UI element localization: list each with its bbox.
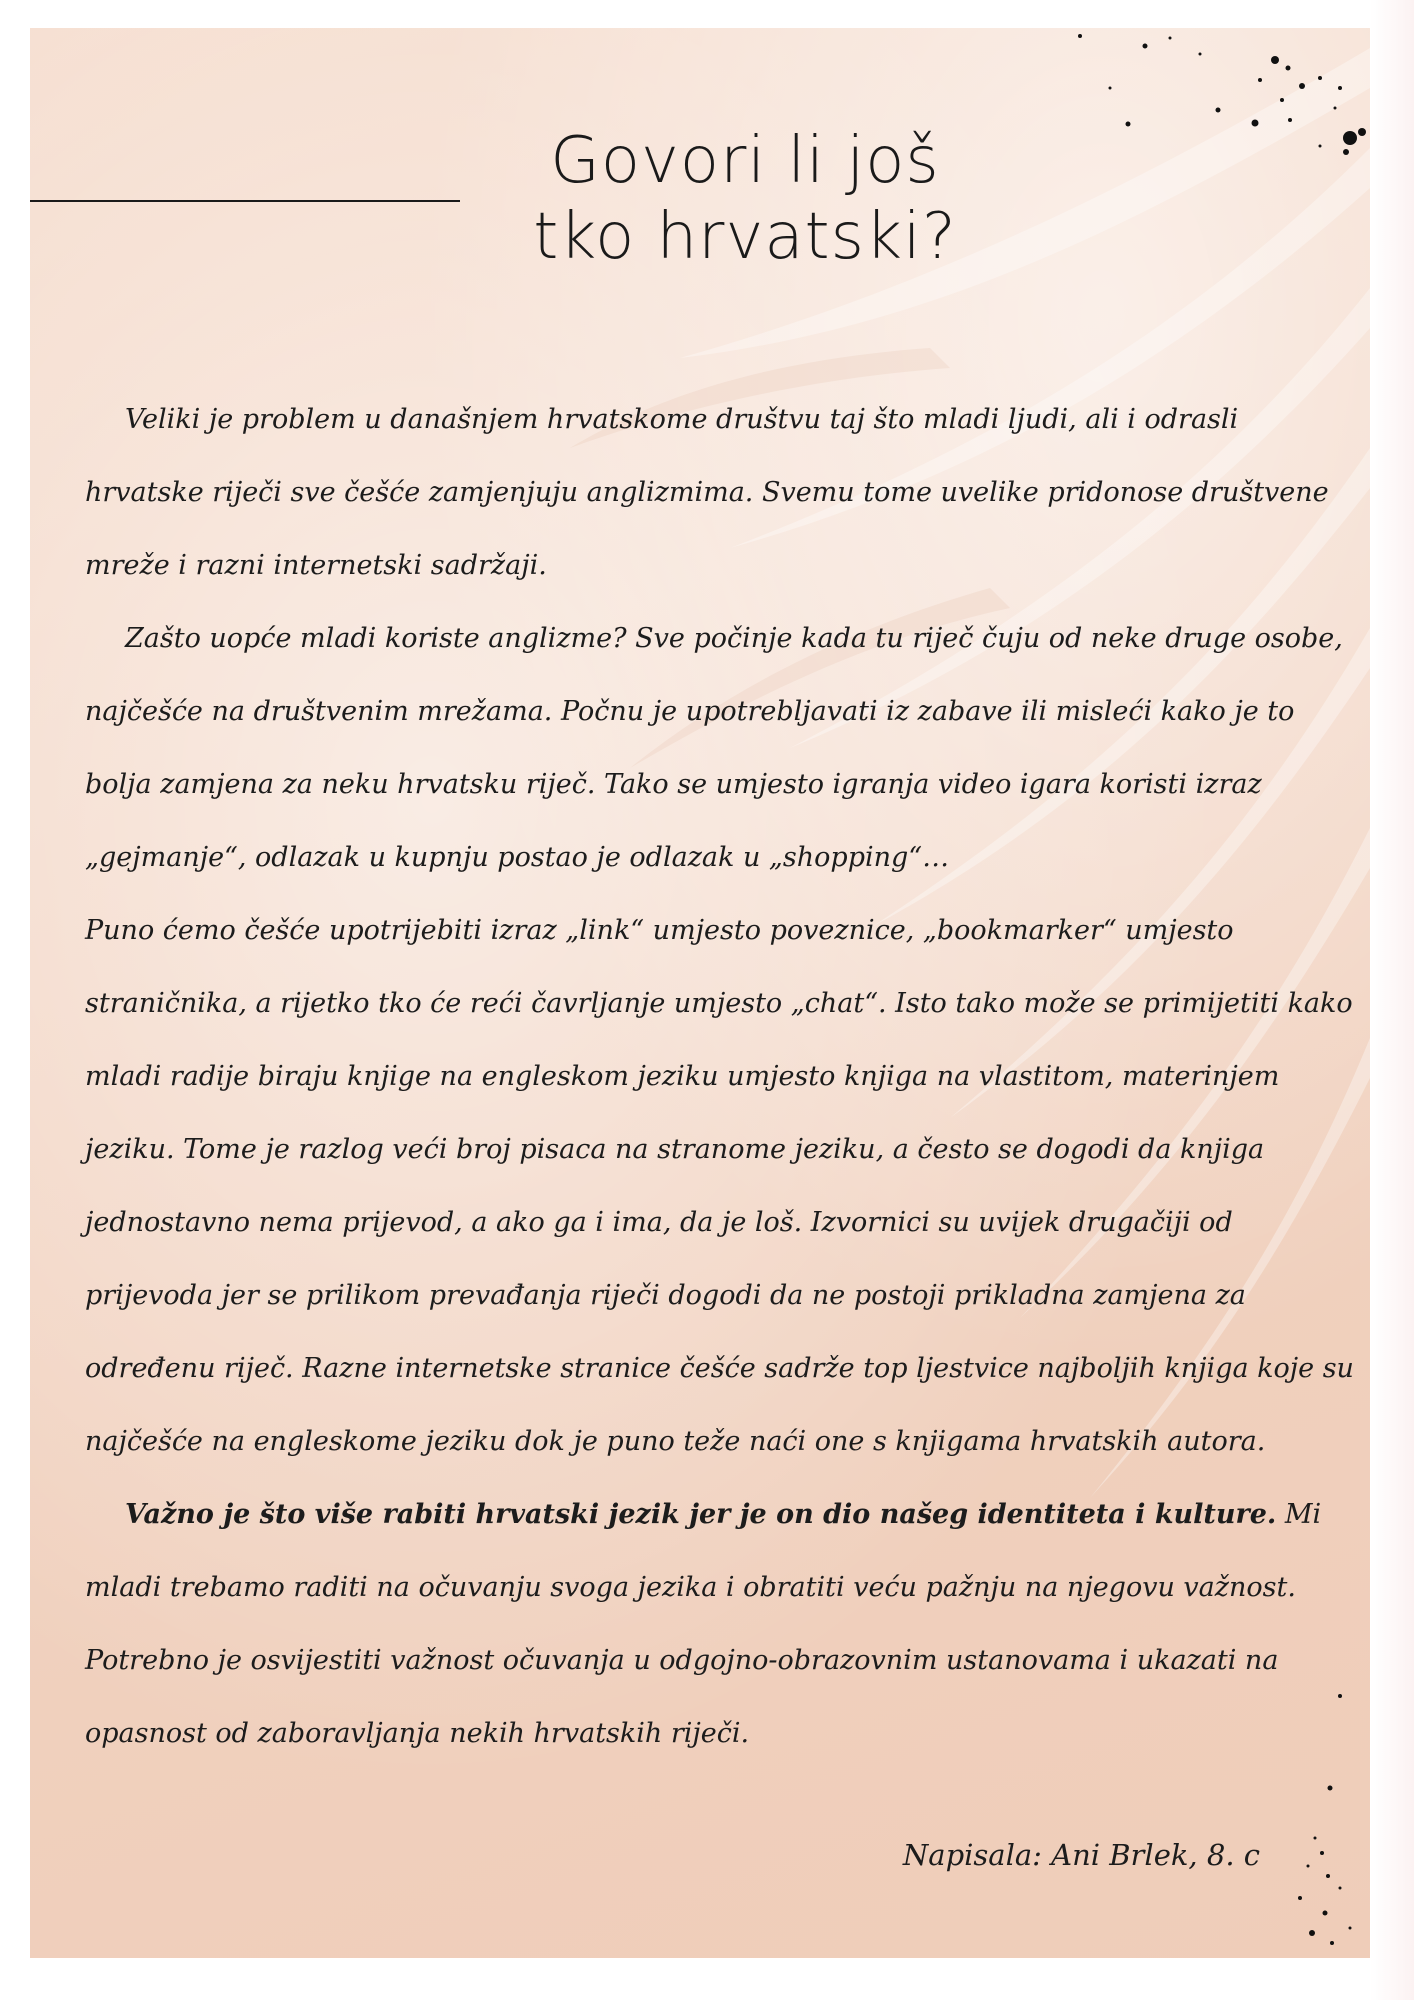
article-body — [85, 383, 1355, 1770]
page-margin-right — [1370, 0, 1414, 2000]
title-line-1: Govori li još — [550, 124, 940, 198]
title-line-2: tko hrvatski? — [533, 200, 957, 274]
ink-splatter-top-right — [1050, 28, 1370, 168]
author-signature: Napisala: Ani Brlek, 8. c — [902, 1838, 1260, 1872]
paragraph-4 — [85, 1478, 1355, 1770]
paragraph-4-rest: Mi mladi trebamo raditi na očuvanju svoga jezika i obratiti veću pažnju na njegovu važnost. Potrebno je osvijestiti važnost očuvanja u odgojno-obrazovnim ustanovama i ukazati na opasnost od zaboravljanja nekih hrvatskih riječi. — [85, 1499, 1322, 1749]
title-rule — [30, 200, 460, 202]
article-title — [485, 123, 1005, 275]
paragraph-1: Veliki je problem u današnjem hrvatskome društvu taj što mladi ljudi, ali i odrasli hrvatske riječi sve češće zamjenjuju anglizmima. Svemu tome uvelike pridonose društvene mreže i razni internetski sadržaji. — [85, 404, 1329, 581]
paragraph-3: Puno ćemo češće upotrijebiti izraz „link“ umjesto poveznice, „bookmarker“ umjesto straničnika, a rijetko tko će reći čavrljanje umjesto „chat“. Isto tako može se primijetiti kako mladi radije biraju knjige na engleskom jeziku umjesto knjiga na vlastitom, materinjem jeziku. Tome je razlog veći broj pisaca na stranome jeziku, a često se dogodi da knjiga jednostavno nema prijevod, a ako ga i ima, da je loš. Izvornici su uvijek drugačiji od prijevoda jer se prilikom prevađanja riječi dogodi da ne postoji prikladna zamjena za određenu riječ. Razne internetske stranice češće sadrže top ljestvice najboljih knjiga koje su najčešće na engleskome jeziku dok je puno teže naći one s knjigama hrvatskih autora. — [85, 915, 1354, 1457]
article-page — [30, 28, 1370, 1958]
paragraph-2: Zašto uopće mladi koriste anglizme? Sve počinje kada tu riječ čuju od neke druge osobe, najčešće na društvenim mrežama. Počnu je upotrebljavati iz zabave ili misleći kako je to bolja zamjena za neku hrvatsku riječ. Tako se umjesto igranja video igara koristi izraz „gejmanje“, odlazak u kupnju postao je odlazak u „shopping“… — [85, 623, 1343, 873]
paragraph-4-emphasis: Važno je što više rabiti hrvatski jezik jer je on dio našeg identiteta i kulture. — [125, 1499, 1277, 1530]
